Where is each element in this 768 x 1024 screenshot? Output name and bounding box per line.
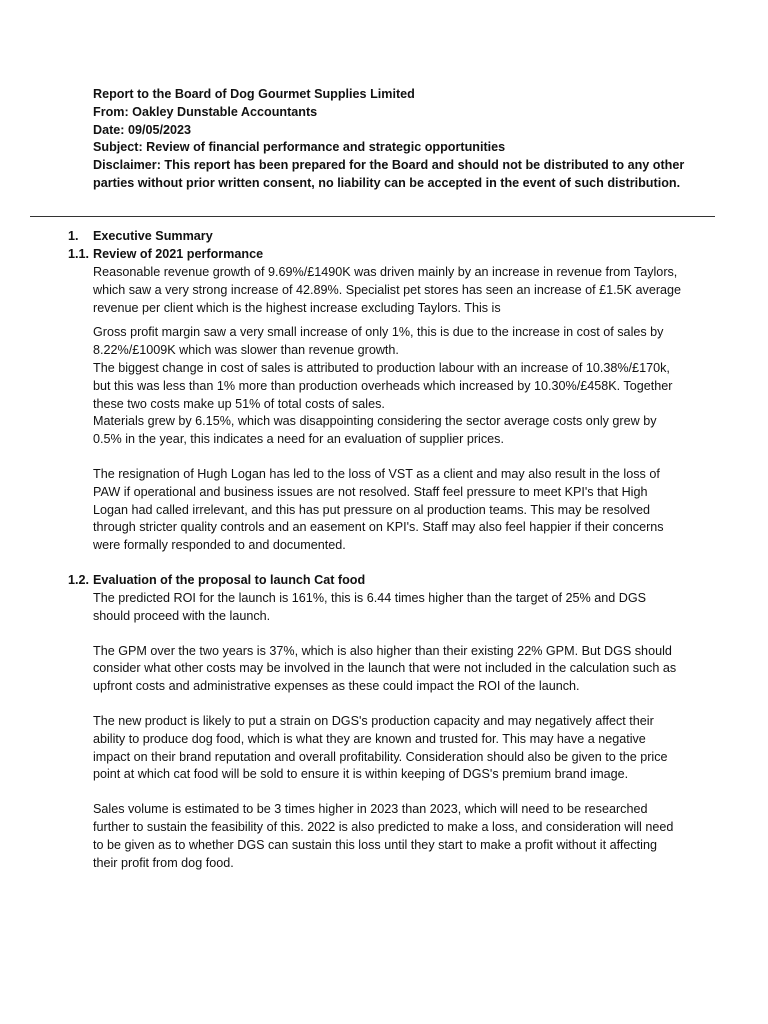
- section-1-number: 1.: [68, 229, 79, 243]
- paragraph: The biggest change in cost of sales is attributed to production labour with an increase of 10.38%/£170k, but this was less than 1% more than production overheads which increased by 10.30%/£458K. Together these two costs make up 51% of total costs of sales.: [93, 360, 673, 411]
- paragraph: Sales volume is estimated to be 3 times higher in 2023 than 2023, which will need to be researched further to sustain the feasibility of this. 2022 is also predicted to make a loss, and consideration will need to be given as to whether DGS can sustain this loss until they start to make a profit without it affecting their profit from dog food.: [93, 802, 674, 870]
- paragraph: Materials grew by 6.15%, which was disappointing considering the sector average costs only grew by 0.5% in the year, this indicates a need for an evaluation of supplier prices.: [93, 414, 657, 447]
- section-1-title: Executive Summary: [93, 229, 213, 243]
- section-1-heading: [0, 228, 768, 246]
- section-1-1-number: 1.1.: [68, 247, 90, 261]
- header-divider: [30, 216, 715, 217]
- paragraph: The resignation of Hugh Logan has led to the loss of VST as a client and may also result in the loss of PAW if operational and business issues are not resolved. Staff feel pressure to meet KPI's that High Logan had called irrelevant, and this has put pressure on al production teams. This may be resolved through stricter quality controls and an easement on KPI's. Staff may also feel happier if their concerns were formally responded to and documented.: [93, 466, 664, 553]
- paragraph: Reasonable revenue growth of 9.69%/£1490K was driven mainly by an increase in revenue from Taylors, which saw a very strong increase of 42.89%. Specialist pet stores has seen an increase of £1.5K average revenue per client which is the highest increase excluding Taylors. This is: [93, 265, 682, 315]
- report-from: From: Oakley Dunstable Accountants: [93, 104, 318, 119]
- paragraph: The predicted ROI for the launch is 161%, this is 6.44 times higher than the target of 25% and DGS should proceed with the launch.: [93, 590, 647, 623]
- section-1-1-heading: [0, 246, 768, 264]
- report-header: [93, 86, 693, 193]
- report-date: Date: 09/05/2023: [93, 122, 192, 137]
- report-subject: Subject: Review of financial performance and strategic opportunities: [93, 140, 506, 155]
- section-1-2-heading: [0, 572, 768, 590]
- section-1-2-number: 1.2.: [68, 572, 90, 587]
- paragraph: The new product is likely to put a strain on DGS's production capacity and may negatively affect their ability to produce dog food, which is what they are known and trusted for. This may have a negative impact on their brand reputation and overall profitability. Consideration should also be given to the price point at which cat food will be sold to ensure it is within keeping of DGS's premium brand image.: [93, 713, 668, 782]
- paragraph: Gross profit margin saw a very small increase of only 1%, this is due to the increase in cost of sales by 8.22%/£1009K which was slower than revenue growth.: [93, 325, 664, 358]
- paragraph: The GPM over the two years is 37%, which is also higher than their existing 22% GPM. But DGS should consider what other costs may be involved in the launch that were not included in the calculation such as upfront costs and administrative expenses as these could impact the ROI of the launch.: [93, 643, 677, 694]
- report-body: [0, 228, 768, 872]
- section-1-1-title: Review of 2021 performance: [93, 247, 264, 261]
- report-disclaimer: Disclaimer: This report has been prepared for the Board and should not be distributed to any other parties without prior written consent, no liability can be accepted in the event of such distribution.: [93, 158, 685, 190]
- section-1-2-title: Evaluation of the proposal to launch Cat food: [93, 572, 366, 587]
- report-title: Report to the Board of Dog Gourmet Supplies Limited: [93, 87, 415, 101]
